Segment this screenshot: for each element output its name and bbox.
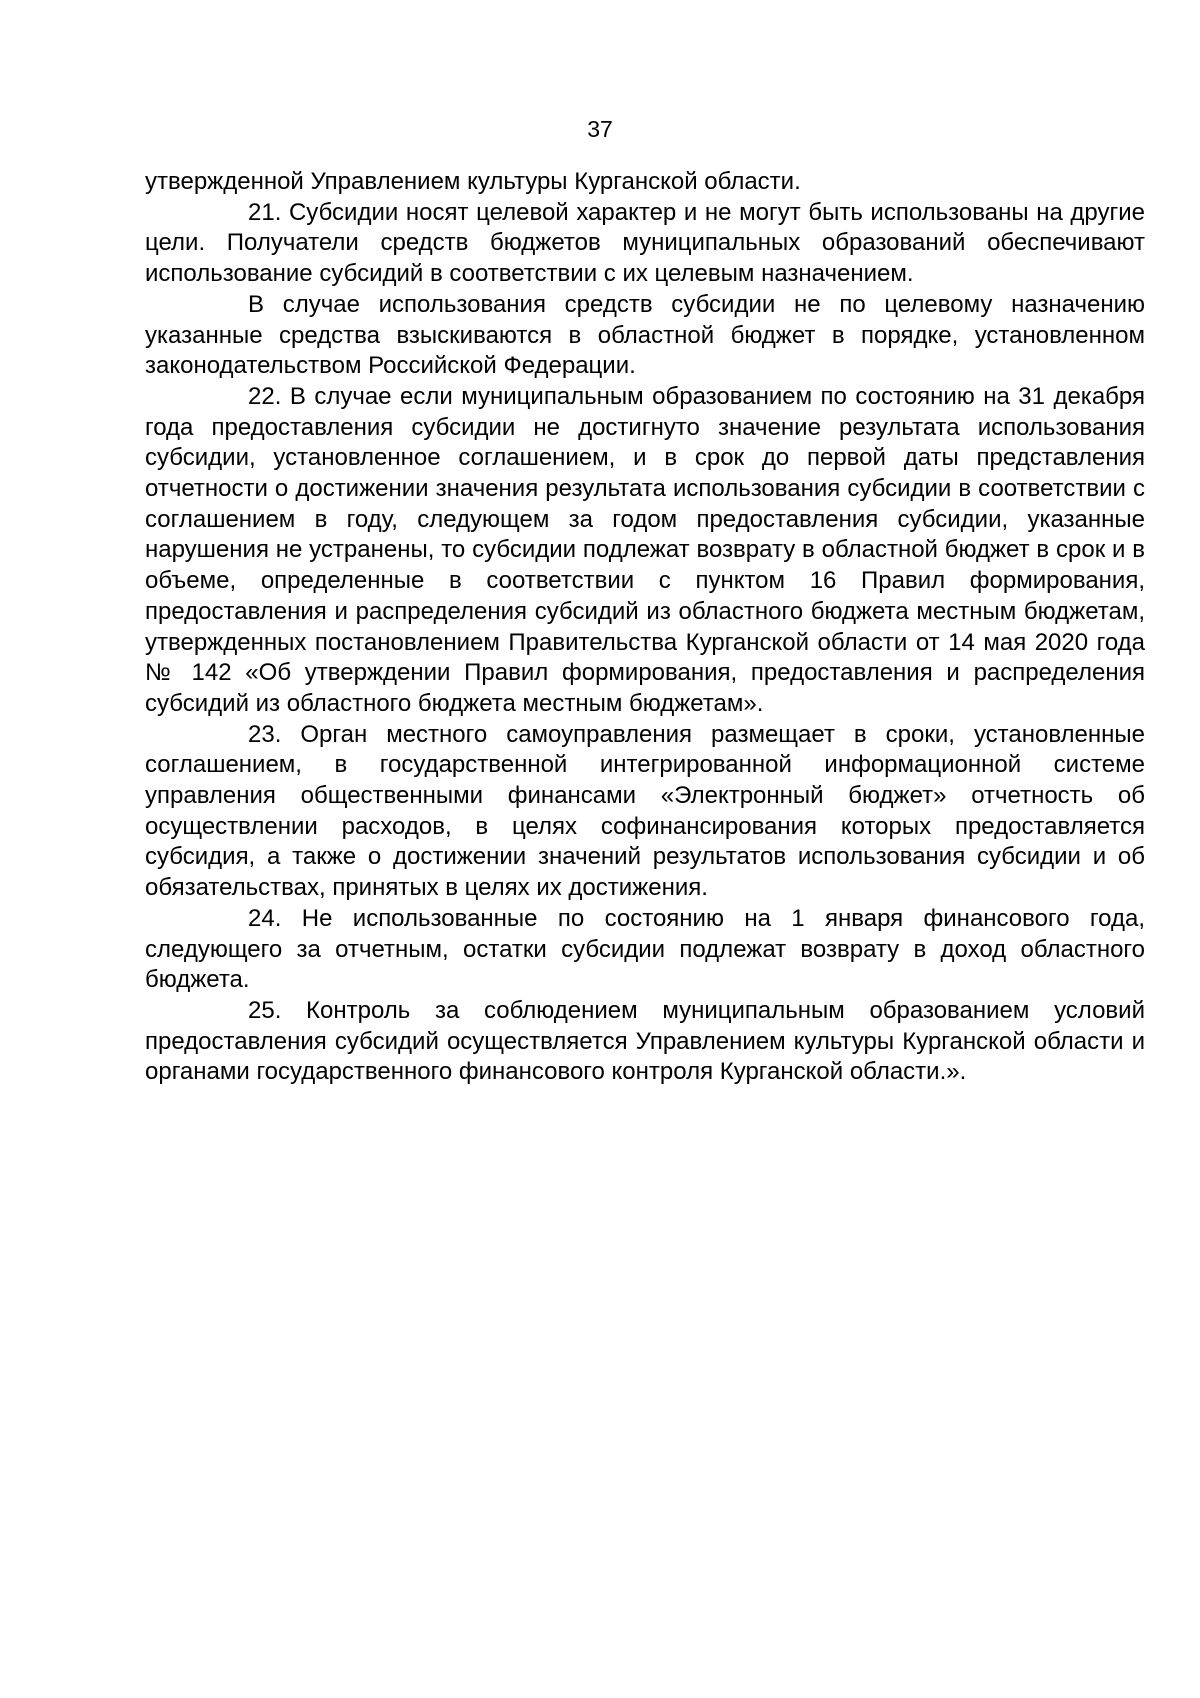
paragraph-item-21: 21. Субсидии носят целевой характер и не могут быть использованы на другие цели. Получатели средств бюджетов муниципальных образований обеспечивают использование субсидий в соответствии с их целевым назначением. bbox=[145, 198, 1145, 288]
paragraph-item-22: 22. В случае если муниципальным образованием по состоянию на 31 декабря года предоставления субсидии не достигнуто значение результата использования субсидии, установленное соглашением, и в срок до первой даты представления отчетности о достижении значения результата использования субсидии в соответствии с соглашением в году, следующем за годом предоставления субсидии, указанные нарушения не устранены, то субсидии подлежат возврату в областной бюджет в срок и в объеме, определенные в соответствии с пунктом 16 Правил формирования, предоставления и распределения субсидий из областного бюджета местным бюджетам, утвержденных постановлением Правительства Курганской области от 14 мая 2020 года № 142 «Об утверждении Правил формирования, предоставления и распределения субсидий из областного бюджета местным бюджетам». bbox=[145, 382, 1145, 717]
paragraph-item-23: 23. Орган местного самоуправления размещает в сроки, установленные соглашением, в государственной интегрированной информационной системе управления общественными финансами «Электронный бюджет» отчетность об осуществлении расходов, в целях софинансирования которых предоставляется субсидия, а также о достижении значений результатов использования субсидии и об обязательствах, принятых в целях их достижения. bbox=[145, 720, 1145, 902]
paragraph-item-24: 24. Не использованные по состоянию на 1 января финансового года, следующего за отчетным, остатки субсидии подлежат возврату в доход областного бюджета. bbox=[145, 904, 1145, 994]
page-number: 37 bbox=[587, 116, 613, 142]
paragraph-misuse-case: В случае использования средств субсидии не по целевому назначению указанные средства взыскиваются в областной бюджет в порядке, установленном законодательством Российской Федерации. bbox=[145, 290, 1145, 380]
paragraph-continuation: утвержденной Управлением культуры Курганской области. bbox=[145, 168, 801, 195]
paragraph-item-25: 25. Контроль за соблюдением муниципальным образованием условий предоставления субсидий осуществляется Управлением культуры Курганской области и органами государственного финансового контроля Курганской области.». bbox=[145, 996, 1145, 1086]
document-body bbox=[145, 167, 1145, 1088]
